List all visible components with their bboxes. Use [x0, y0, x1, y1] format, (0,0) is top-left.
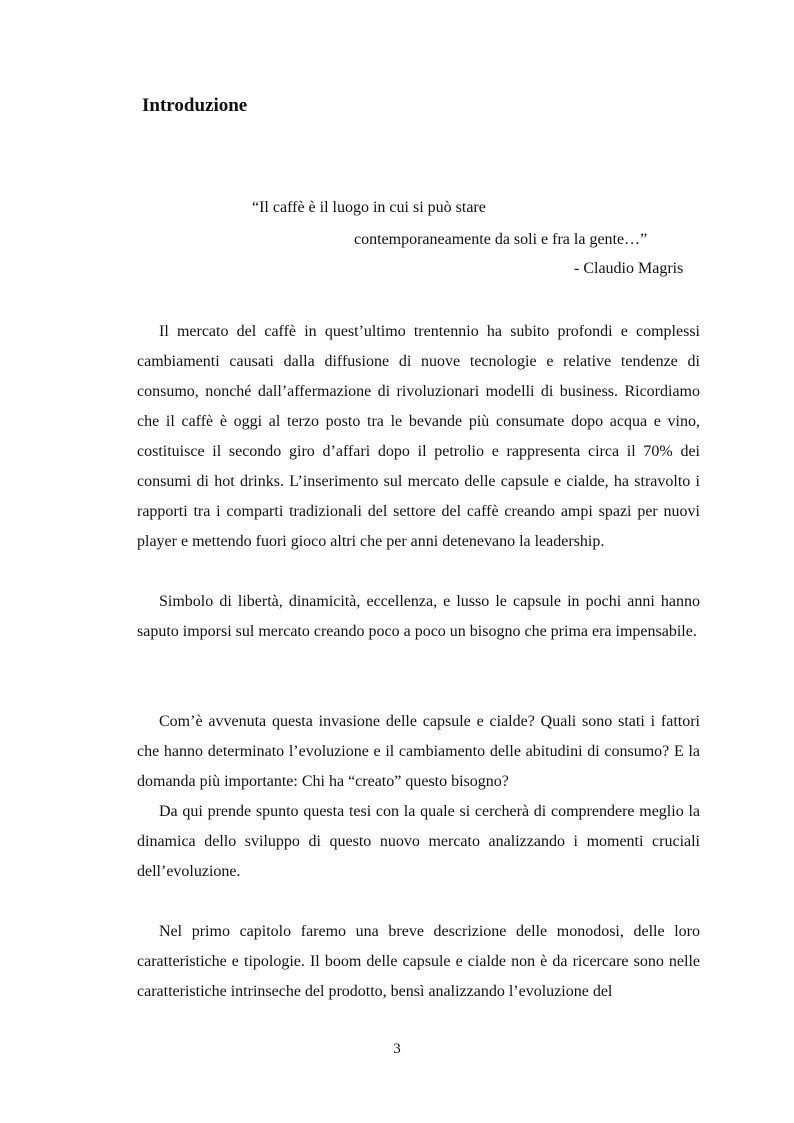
epigraph-line-1: “Il caffè è il luogo in cui si può stare	[252, 199, 486, 216]
epigraph-line-2: contemporaneamente da soli e fra la gente…”	[354, 231, 648, 248]
body-paragraph: Da qui prende spunto questa tesi con la quale si cercherà di comprendere meglio la dinamica dello sviluppo di questo nuovo mercato analizzando i momenti cruciali dell’evoluzione.	[137, 803, 700, 880]
body-paragraph: Nel primo capitolo faremo una breve descrizione delle monodosi, delle loro caratteristiche e tipologie. Il boom delle capsule e cialde non è da ricercare sono nelle caratteristiche intrinseche del prodotto, bensì analizzando l’evoluzione del	[137, 923, 700, 1000]
epigraph-author: - Claudio Magris	[574, 260, 684, 277]
body-paragraph: Com’è avvenuta questa invasione delle capsule e cialde? Quali sono stati i fattori che hanno determinato l’evoluzione e il cambiamento delle abitudini di consumo? E la domanda più importante: Chi ha “creato” questo bisogno?	[137, 713, 700, 790]
page-number: 3	[393, 1041, 401, 1057]
body-paragraph: Simbolo di libertà, dinamicità, eccellenza, e lusso le capsule in pochi anni hanno saputo imporsi sul mercato creando poco a poco un bisogno che prima era impensabile.	[137, 593, 700, 640]
body-paragraph: Il mercato del caffè in quest’ultimo trentennio ha subito profondi e complessi cambiamenti causati dalla diffusione di nuove tecnologie e relative tendenze di consumo, nonché dall’affermazione di rivoluzionari modelli di business. Ricordiamo che il caffè è oggi al terzo posto tra le bevande più consumate dopo acqua e vino, costituisce il secondo giro d’affari dopo il petrolio e rappresenta circa il 70% dei consumi di hot drinks. L’inserimento sul mercato delle capsule e cialde, ha stravolto i rapporti tra i comparti tradizionali del settore del caffè creando ampi spazi per nuovi player e mettendo fuori gioco altri che per anni detenevano la leadership.	[137, 323, 700, 550]
section-heading: Introduzione	[142, 95, 248, 116]
